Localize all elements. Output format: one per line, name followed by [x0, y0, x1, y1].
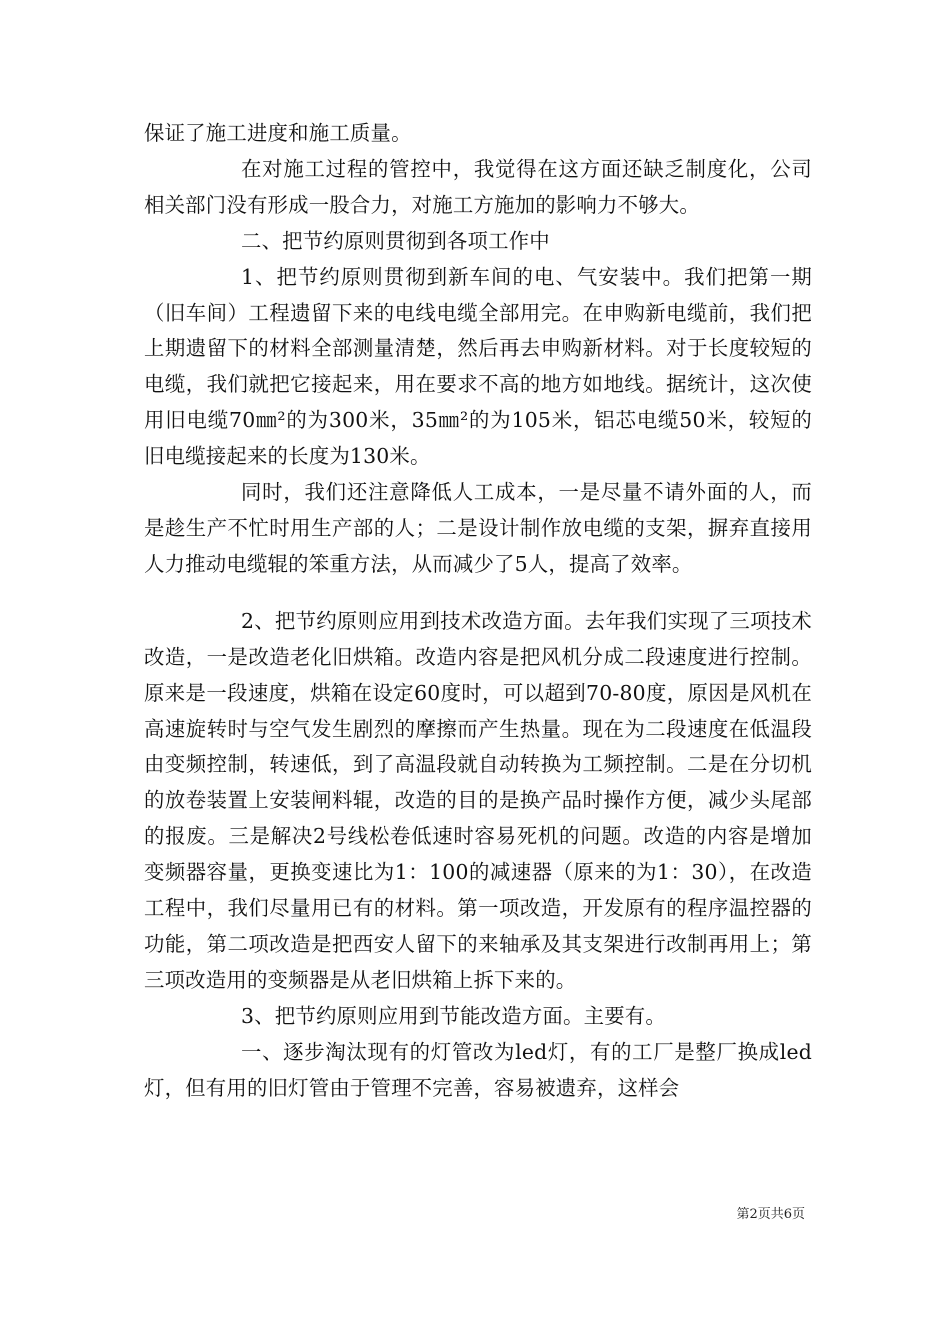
- paragraph-5: 2、把节约原则应用到技术改造方面。去年我们实现了三项技术改造，一是改造老化旧烘箱。改造内容是把风机分成二段速度进行控制。原来是一段速度，烘箱在设定60度时，可以超到70-80度，原因是风机在高速旋转时与空气发生剧烈的摩擦而产生热量。现在为二段速度在低温段由变频控制，转速低，到了高温段就自动转换为工频控制。二是在分切机的放卷装置上安装闸料辊，改造的目的是换产品时操作方便，减少头尾部的报废。三是解决2号线松卷低速时容易死机的问题。改造的内容是增加变频器容量，更换变速比为1：100的减速器（原来的为1：30），在改造工程中，我们尽量用已有的材料。第一项改造，开发原有的程序温控器的功能，第二项改造是把西安人留下的来轴承及其支架进行改制再用上；第三项改造用的变频器是从老旧烘箱上拆下来的。: [144, 608, 812, 992]
- paragraph-6: 3、把节约原则应用到节能改造方面。主要有。: [241, 1003, 666, 1028]
- paragraph-4: 同时，我们还注意降低人工成本，一是尽量不请外面的人，而是趁生产不忙时用生产部的人；二是设计制作放电缆的支架，摒弃直接用人力推动电缆辊的笨重方法，从而减少了5人，提高了效率。: [144, 480, 812, 576]
- paragraph-2: 在对施工过程的管控中，我觉得在这方面还缺乏制度化，公司相关部门没有形成一股合力，对施工方施加的影响力不够大。: [144, 156, 812, 217]
- paragraph-7: 一、逐步淘汰现有的灯管改为led灯，有的工厂是整厂换成led灯，但有用的旧灯管由于管理不完善，容易被遗弃，这样会: [144, 1039, 812, 1100]
- page-number-footer: 第2页共6页: [736, 1207, 805, 1222]
- document-body: [144, 116, 812, 1106]
- paragraph-1: 保证了施工进度和施工质量。: [144, 121, 412, 145]
- section-heading: 二、把节约原则贯彻到各项工作中: [241, 228, 550, 253]
- paragraph-3: 1、把节约原则贯彻到新车间的电、气安装中。我们把第一期（旧车间）工程遗留下来的电线电缆全部用完。在申购新电缆前，我们把上期遗留下的材料全部测量清楚，然后再去申购新材料。对于长度较短的电缆，我们就把它接起来，用在要求不高的地方如地线。据统计，这次使用旧电缆70㎜²的为300米，35㎜²的为105米，铝芯电缆50米，较短的旧电缆接起来的长度为130米。: [144, 264, 812, 469]
